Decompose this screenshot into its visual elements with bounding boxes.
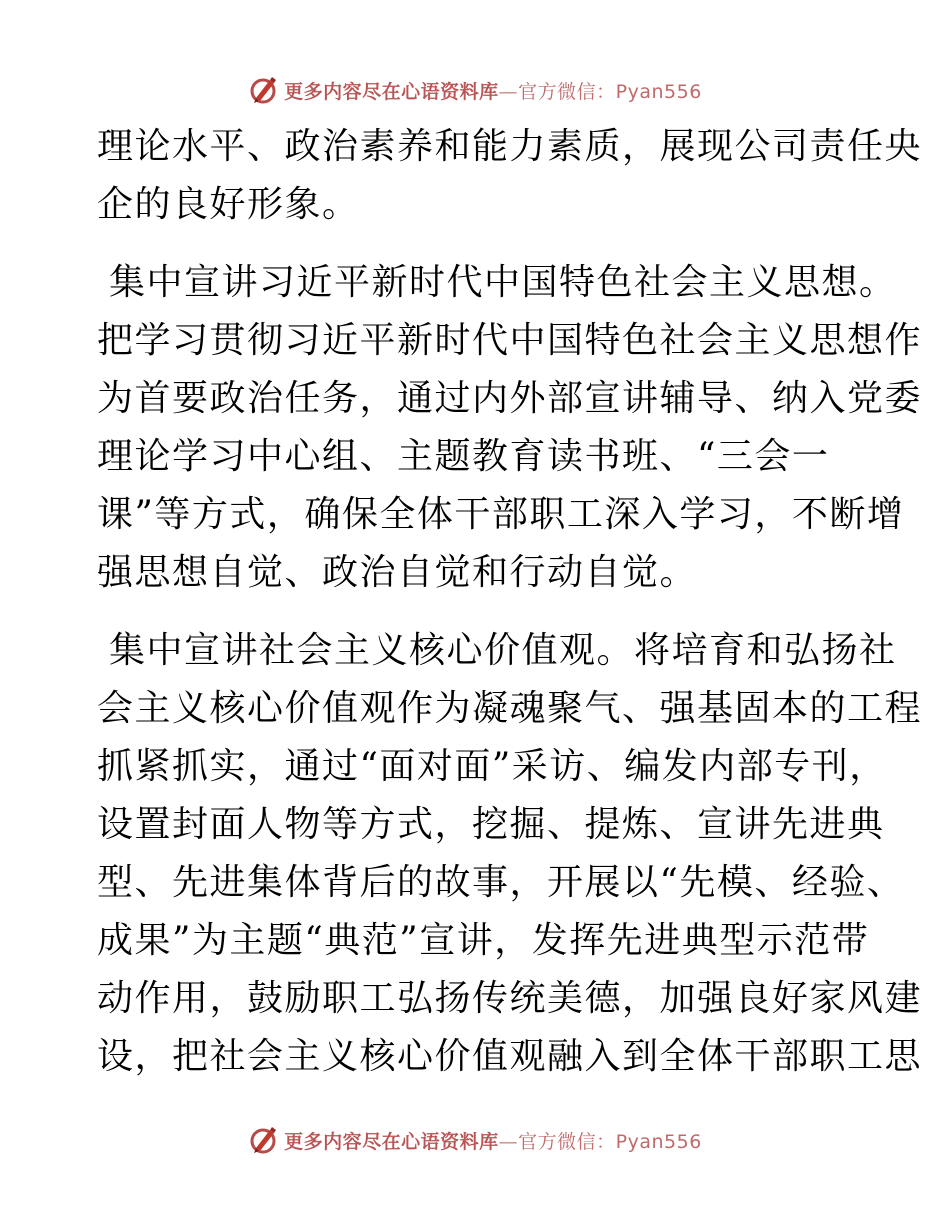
text-line: 课”等方式，确保全体干部职工深入学习，不断增 [97, 494, 905, 535]
pen-logo-icon [248, 1124, 280, 1156]
text-line: 为首要政治任务，通过内外部宣讲辅导、纳入党委 [97, 378, 923, 419]
text-line: 动作用，鼓励职工弘扬传统美德，加强良好家风建 [97, 978, 923, 1019]
text-line: 企的良好形象。 [97, 184, 360, 225]
header-title: 更多内容尽在心语资料库 [284, 80, 499, 103]
paragraph-2 [97, 254, 923, 602]
paragraph-1 [97, 118, 923, 234]
pen-logo-icon [248, 74, 280, 106]
text-line: 理论水平、政治素养和能力素质，展现公司责任央 [97, 126, 923, 167]
text-line: 会主义核心价值观作为凝魂聚气、强基固本的工程 [97, 688, 923, 729]
text-line: 把学习贯彻习近平新时代中国特色社会主义思想作 [97, 320, 923, 361]
text-line: 集中宣讲习近平新时代中国特色社会主义思想。 [109, 262, 897, 303]
footer-banner [0, 1120, 950, 1160]
header-separator: — [498, 80, 519, 103]
header-banner [0, 70, 950, 110]
paragraph-3 [97, 622, 923, 1086]
footer-title: 更多内容尽在心语资料库 [284, 1130, 499, 1153]
text-line: 设，把社会主义核心价值观融入到全体干部职工思 [97, 1036, 923, 1077]
text-line: 强思想自觉、政治自觉和行动自觉。 [97, 552, 698, 593]
footer-contact: 官方微信：Pyan556 [518, 1130, 702, 1153]
header-contact: 官方微信：Pyan556 [518, 80, 702, 103]
text-line: 型、先进集体背后的故事，开展以“先模、经验、 [97, 862, 905, 903]
text-line: 成果”为主题“典范”宣讲，发挥先进典型示范带 [97, 920, 870, 961]
document-body [97, 118, 923, 1106]
text-line: 集中宣讲社会主义核心价值观。将培育和弘扬社 [109, 630, 897, 671]
text-line: 理论学习中心组、主题教育读书班、“三会一 [97, 436, 830, 477]
text-line: 设置封面人物等方式，挖掘、提炼、宣讲先进典 [97, 804, 885, 845]
footer-separator: — [498, 1130, 519, 1153]
text-line: 抓紧抓实，通过“面对面”采访、编发内部专刊， [97, 746, 887, 787]
